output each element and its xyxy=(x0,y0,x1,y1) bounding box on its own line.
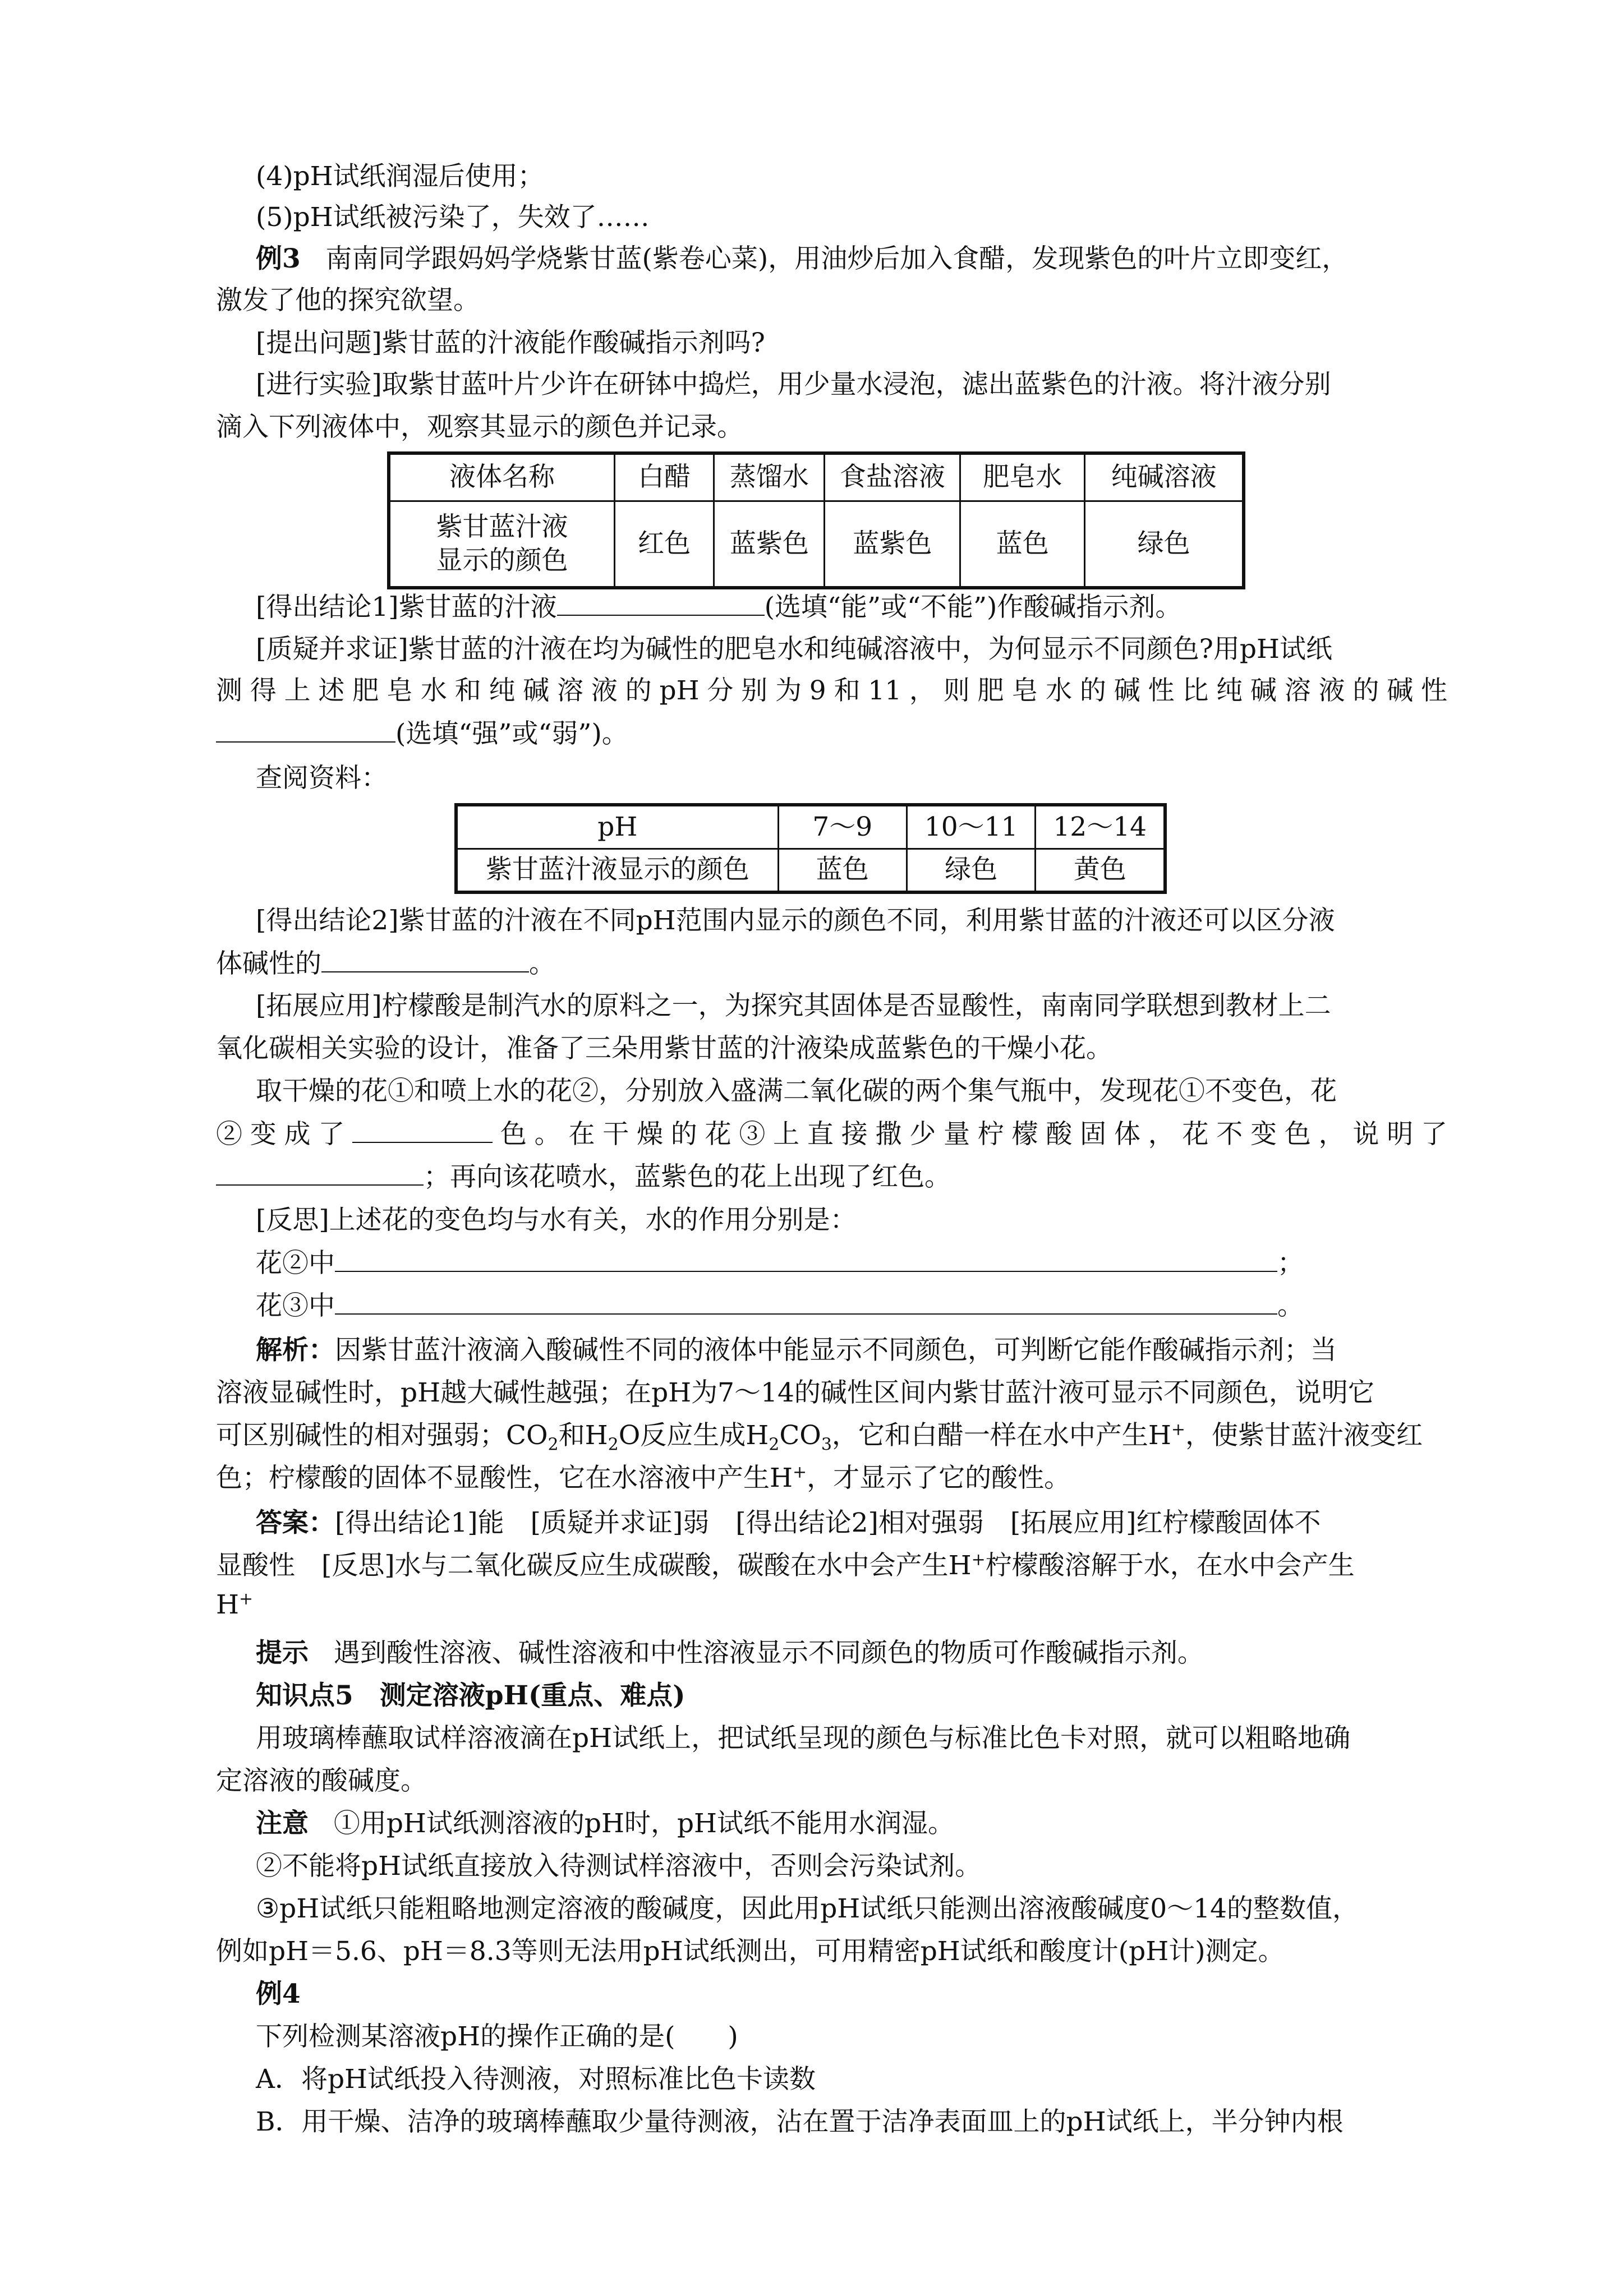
table-cell: 纯碱溶液 xyxy=(1085,453,1244,501)
text-segment: 显酸性 [反思]水与二氧化碳反应生成碳酸，碳酸在水中会产生H xyxy=(216,1550,972,1581)
text-segment: 色。在干燥的花③上直接撒少量柠檬酸固体，花不变色，说明了 xyxy=(493,1119,1447,1150)
formula-line xyxy=(216,1419,1447,1453)
option-b: B．用干燥、洁净的玻璃棒蘸取少量待测液，沾在置于洁净表面皿上的pH试纸上，半分钟内根 xyxy=(256,2106,1344,2137)
table-row-label: 紫甘蓝汁液显示的颜色 xyxy=(456,849,778,892)
text-line: [质疑并求证]紫甘蓝的汁液在均为碱性的肥皂水和纯碱溶液中，为何显示不同颜色?用pH试纸 xyxy=(256,634,1332,665)
text-segment: 柠檬酸溶解于水，在水中会产生 xyxy=(985,1550,1355,1581)
ph-color-table xyxy=(454,803,1167,894)
text-segment: 和H xyxy=(558,1420,608,1451)
subscript: 2 xyxy=(769,1435,780,1455)
text-segment: ②变成了 xyxy=(216,1119,353,1150)
text-line: 测得上述肥皂水和纯碱溶液的pH分别为9和11，则肥皂水的碱性比纯碱溶液的碱性 xyxy=(216,675,1447,706)
answer-label: 答案： xyxy=(256,1507,335,1538)
conclusion-1-line xyxy=(256,590,1487,624)
table-cell: 7～9 xyxy=(778,805,907,849)
question-line xyxy=(216,717,1447,751)
example-label: 例3 xyxy=(256,243,301,274)
answer-blank[interactable] xyxy=(216,1160,424,1186)
table-row-label xyxy=(389,501,614,588)
answer-blank[interactable] xyxy=(335,1289,1277,1315)
note-label: 注意 xyxy=(256,1808,309,1839)
answer-blank[interactable] xyxy=(216,717,395,743)
text-segment: 因紫甘蓝汁液滴入酸碱性不同的液体中能显示不同颜色，可判断它能作酸碱指示剂；当 xyxy=(335,1335,1337,1366)
table-cell: 绿色 xyxy=(907,849,1036,892)
subscript: 3 xyxy=(821,1435,832,1455)
text-segment: ，才显示了它的酸性。 xyxy=(807,1463,1071,1493)
example-3-line xyxy=(256,242,1487,276)
text-line: (5)pH试纸被污染了，失效了…… xyxy=(256,202,650,233)
text-segment: 遇到酸性溶液、碱性溶液和中性溶液显示不同颜色的物质可作酸碱指示剂。 xyxy=(333,1638,1204,1668)
text-line: 激发了他的探究欲望。 xyxy=(216,285,480,316)
text-line: 定溶液的酸碱度。 xyxy=(216,1765,427,1796)
analysis-line xyxy=(256,1334,1487,1367)
text-line: [提出问题]紫甘蓝的汁液能作酸碱指示剂吗? xyxy=(256,328,765,358)
table-cell: pH xyxy=(456,805,778,849)
text-segment: ①用pH试纸测溶液的pH时，pH试纸不能用水润湿。 xyxy=(333,1808,955,1839)
text-segment: 花③中 xyxy=(256,1290,335,1321)
table-cell: 蓝紫色 xyxy=(825,501,960,588)
answer-line xyxy=(256,1506,1487,1540)
question-line xyxy=(216,947,1447,981)
text-segment: [得出结论1]能 [质疑并求证]弱 [得出结论2]相对强弱 [拓展应用]红柠檬酸固体不 xyxy=(335,1507,1321,1538)
answer-blank[interactable] xyxy=(321,947,529,972)
question-stem: 下列检测某溶液pH的操作正确的是( ) xyxy=(256,2021,738,2052)
text-segment: ；再向该花喷水，蓝紫色的花上出现了红色。 xyxy=(424,1161,951,1192)
table-cell: 液体名称 xyxy=(389,453,614,501)
text-line: 溶液显碱性时，pH越大碱性越强；在pH为7～14的碱性区间内紫甘蓝汁液可显示不同颜色，说明它 xyxy=(216,1377,1374,1408)
superscript: + xyxy=(793,1462,807,1482)
text-line: [进行实验]取紫甘蓝叶片少许在研钵中捣烂，用少量水浸泡，滤出蓝紫色的汁液。将汁液分别 xyxy=(256,369,1331,400)
question-line xyxy=(216,1117,1447,1151)
text-line xyxy=(216,1549,1447,1583)
table-row xyxy=(456,849,1165,892)
text-segment: 体碱性的 xyxy=(216,948,321,979)
text-segment: 花②中 xyxy=(256,1248,335,1279)
answer-blank[interactable] xyxy=(557,590,765,616)
text-segment: H xyxy=(216,1589,239,1620)
text-segment: CO xyxy=(779,1420,821,1451)
table-cell: 蓝紫色 xyxy=(714,501,825,588)
text-line: 用玻璃棒蘸取试样溶液滴在pH试纸上，把试纸呈现的颜色与标准比色卡对照，就可以粗略地确 xyxy=(256,1723,1351,1754)
text-segment: 。 xyxy=(1277,1290,1304,1321)
tip-label: 提示 xyxy=(256,1638,309,1668)
section-heading: 知识点5 测定溶液pH(重点、难点) xyxy=(256,1680,686,1711)
text-line xyxy=(216,1461,1447,1495)
text-segment: 色；柠檬酸的固体不显酸性，它在水溶液中产生H xyxy=(216,1463,793,1493)
tip-line xyxy=(256,1636,1487,1670)
liquid-color-table xyxy=(387,451,1245,589)
table-cell: 蒸馏水 xyxy=(714,453,825,501)
text-segment: ，使紫甘蓝汁液变红 xyxy=(1185,1420,1423,1451)
table-cell: 蓝色 xyxy=(778,849,907,892)
subscript: 2 xyxy=(548,1435,559,1455)
subscript: 2 xyxy=(608,1435,619,1455)
answer-blank[interactable] xyxy=(352,1117,493,1143)
text-segment: ； xyxy=(1277,1248,1304,1279)
table-cell: 白醋 xyxy=(614,453,714,501)
option-a: A．将pH试纸投入待测液，对照标准比色卡读数 xyxy=(256,2064,816,2095)
text-line: 查阅资料： xyxy=(256,763,388,794)
table-cell: 绿色 xyxy=(1085,501,1244,588)
table-row xyxy=(456,805,1165,849)
row-label-line: 紫甘蓝汁液 xyxy=(436,511,568,542)
superscript: + xyxy=(971,1550,986,1570)
table-row xyxy=(389,501,1244,588)
answer-blank[interactable] xyxy=(335,1246,1277,1272)
question-line xyxy=(256,1246,1487,1280)
text-segment: 。 xyxy=(529,948,555,979)
question-line xyxy=(256,1289,1487,1323)
table-cell: 红色 xyxy=(614,501,714,588)
table-cell: 肥皂水 xyxy=(960,453,1085,501)
text-segment: 可区别碱性的相对强弱；CO xyxy=(216,1420,548,1451)
row-label-line: 显示的颜色 xyxy=(436,545,568,576)
text-segment: 南南同学跟妈妈学烧紫甘蓝(紫卷心菜)，用油炒后加入食醋，发现紫色的叶片立即变红， xyxy=(325,243,1349,274)
table-cell: 蓝色 xyxy=(960,501,1085,588)
table-row xyxy=(389,453,1244,501)
text-line xyxy=(216,1588,1447,1622)
example-label: 例4 xyxy=(256,1979,301,2009)
text-line: 取干燥的花①和喷上水的花②，分别放入盛满二氧化碳的两个集气瓶中，发现花①不变色，花 xyxy=(256,1076,1337,1106)
table-cell: 10～11 xyxy=(907,805,1036,849)
superscript: + xyxy=(239,1589,254,1609)
analysis-label: 解析： xyxy=(256,1335,335,1366)
text-line: 氧化碳相关实验的设计，准备了三朵用紫甘蓝的汁液染成蓝紫色的干燥小花。 xyxy=(216,1033,1112,1064)
table-cell: 食盐溶液 xyxy=(825,453,960,501)
text-segment: ，它和白醋一样在水中产生H xyxy=(831,1420,1171,1451)
text-line: [得出结论2]紫甘蓝的汁液在不同pH范围内显示的颜色不同，利用紫甘蓝的汁液还可以区分液 xyxy=(256,905,1335,936)
text-segment: [得出结论1]紫甘蓝的汁液 xyxy=(256,592,557,623)
text-line: 滴入下列液体中，观察其显示的颜色并记录。 xyxy=(216,412,743,442)
text-line: ③pH试纸只能粗略地测定溶液的酸碱度，因此用pH试纸只能测出溶液酸碱度0～14的整数值， xyxy=(256,1893,1359,1924)
text-segment: O反应生成H xyxy=(618,1420,769,1451)
text-line: [反思]上述花的变色均与水有关，水的作用分别是： xyxy=(256,1205,857,1235)
question-line xyxy=(216,1160,1447,1194)
note-line xyxy=(256,1807,1487,1841)
table-cell: 12～14 xyxy=(1036,805,1165,849)
text-line: (4)pH试纸润湿后使用； xyxy=(256,161,544,192)
text-line: 例如pH＝5.6、pH＝8.3等则无法用pH试纸测出，可用精密pH试纸和酸度计(pH计)测定。 xyxy=(216,1936,1285,1967)
text-segment: (选填“强”或“弱”)。 xyxy=(395,718,628,749)
text-line: ②不能将pH试纸直接放入待测试样溶液中，否则会污染试剂。 xyxy=(256,1851,982,1882)
text-segment: (选填“能”或“不能”)作酸碱指示剂。 xyxy=(764,592,1182,623)
table-cell: 黄色 xyxy=(1036,849,1165,892)
superscript: + xyxy=(1171,1419,1186,1440)
text-line: [拓展应用]柠檬酸是制汽水的原料之一，为探究其固体是否显酸性，南南同学联想到教材上二 xyxy=(256,990,1331,1021)
